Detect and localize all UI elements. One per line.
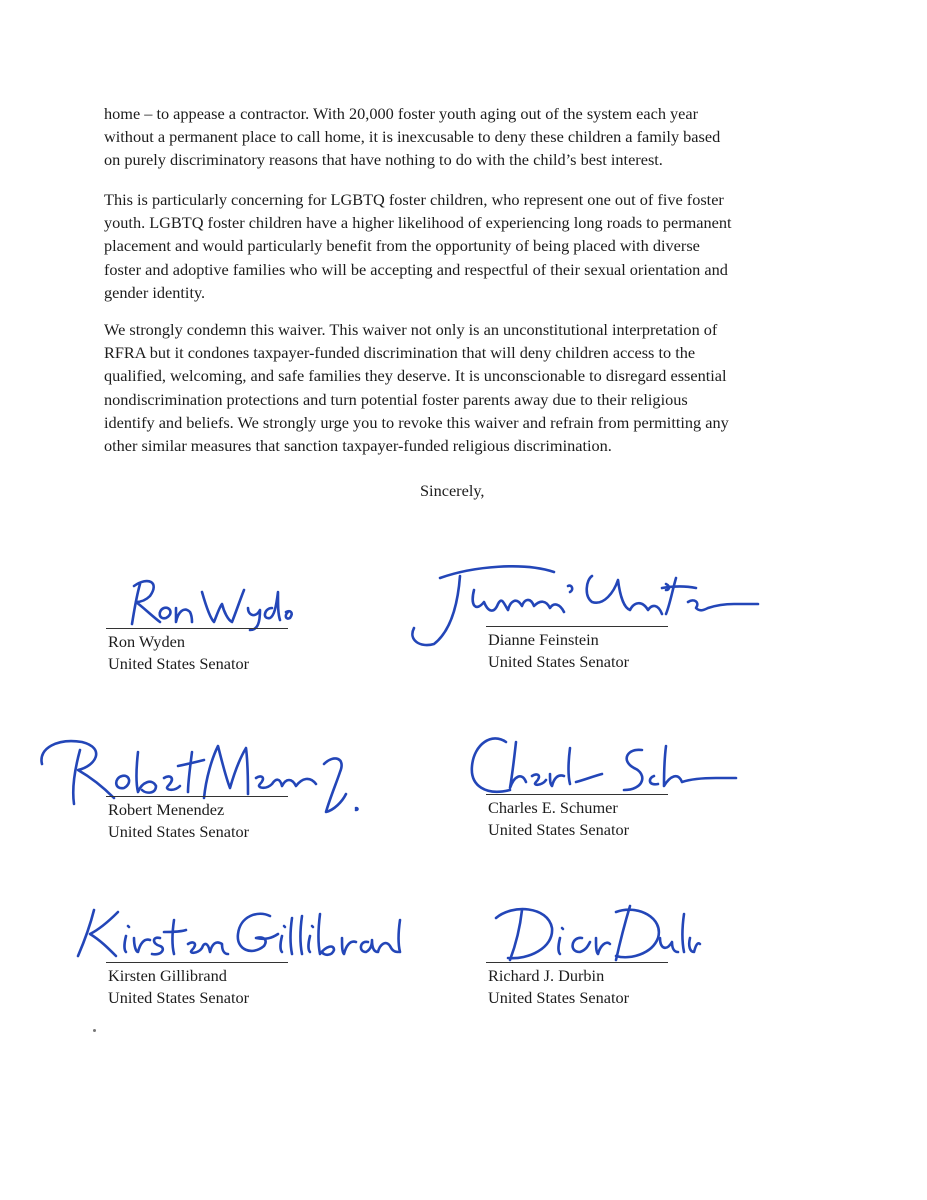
signer-name: Ron Wyden: [108, 632, 185, 651]
signer-name: Robert Menendez: [108, 800, 225, 819]
text-line: other similar measures that sanction taxpayer-funded religious discrimination.: [104, 436, 612, 456]
closing-salutation: Sincerely,: [420, 481, 485, 500]
text-line: placement and would particularly benefit from the opportunity of being placed with diverse: [104, 236, 700, 256]
text-line: identify and beliefs. We strongly urge you to revoke this waiver and refrain from permitting any: [104, 412, 729, 432]
signature-kirsten-gillibrand: [64, 900, 404, 964]
signer-title: United States Senator: [108, 654, 250, 673]
signature-line: [486, 626, 668, 627]
text-line: qualified, welcoming, and safe families they deserve. It is unconscionable to disregard essential: [104, 366, 727, 386]
text-line: nondiscrimination protections and turn potential foster parents away due to their religious: [104, 389, 688, 409]
signer-name: Richard J. Durbin: [488, 966, 605, 985]
signature-line: [106, 962, 288, 963]
text-line: foster and adoptive families who will be accepting and respectful of their sexual orientation and: [104, 259, 728, 279]
text-line: home – to appease a contractor. With 20,000 foster youth aging out of the system each year: [104, 104, 699, 123]
signature-richard-durbin: [488, 898, 700, 966]
paragraph-1: [104, 102, 824, 172]
signature-line: [486, 794, 668, 795]
signer-title: United States Senator: [488, 820, 630, 839]
text-line: This is particularly concerning for LGBTQ foster children, who represent one out of five foster: [104, 190, 724, 209]
signer-name: Kirsten Gillibrand: [108, 966, 227, 985]
signer-title: United States Senator: [108, 822, 250, 841]
signature-ron-wyden: [118, 572, 293, 632]
text-line: on purely discriminatory reasons that have nothing to do with the child’s best interest.: [104, 150, 663, 170]
signature-charles-schumer: [466, 726, 736, 802]
signer-name: Dianne Feinstein: [488, 630, 599, 649]
text-line: RFRA but it condones taxpayer-funded discrimination that will deny children access to the: [104, 343, 696, 363]
signer-name: Charles E. Schumer: [488, 798, 618, 817]
signer-title: United States Senator: [108, 988, 250, 1007]
text-line: without a permanent place to call home, it is inexcusable to deny these children a family based: [104, 127, 721, 147]
paragraph-2: [104, 188, 824, 304]
signature-line: [106, 796, 288, 797]
text-line: We strongly condemn this waiver. This waiver not only is an unconstitutional interpretation of: [104, 320, 718, 339]
paragraph-3: [104, 318, 824, 457]
scan-speck: [93, 1029, 96, 1032]
signature-line: [486, 962, 668, 963]
text-line: youth. LGBTQ foster children have a higher likelihood of experiencing long roads to permanent: [104, 213, 732, 233]
signature-line: [106, 628, 288, 629]
signer-title: United States Senator: [488, 988, 630, 1007]
text-line: gender identity.: [104, 282, 206, 302]
signer-title: United States Senator: [488, 652, 630, 671]
